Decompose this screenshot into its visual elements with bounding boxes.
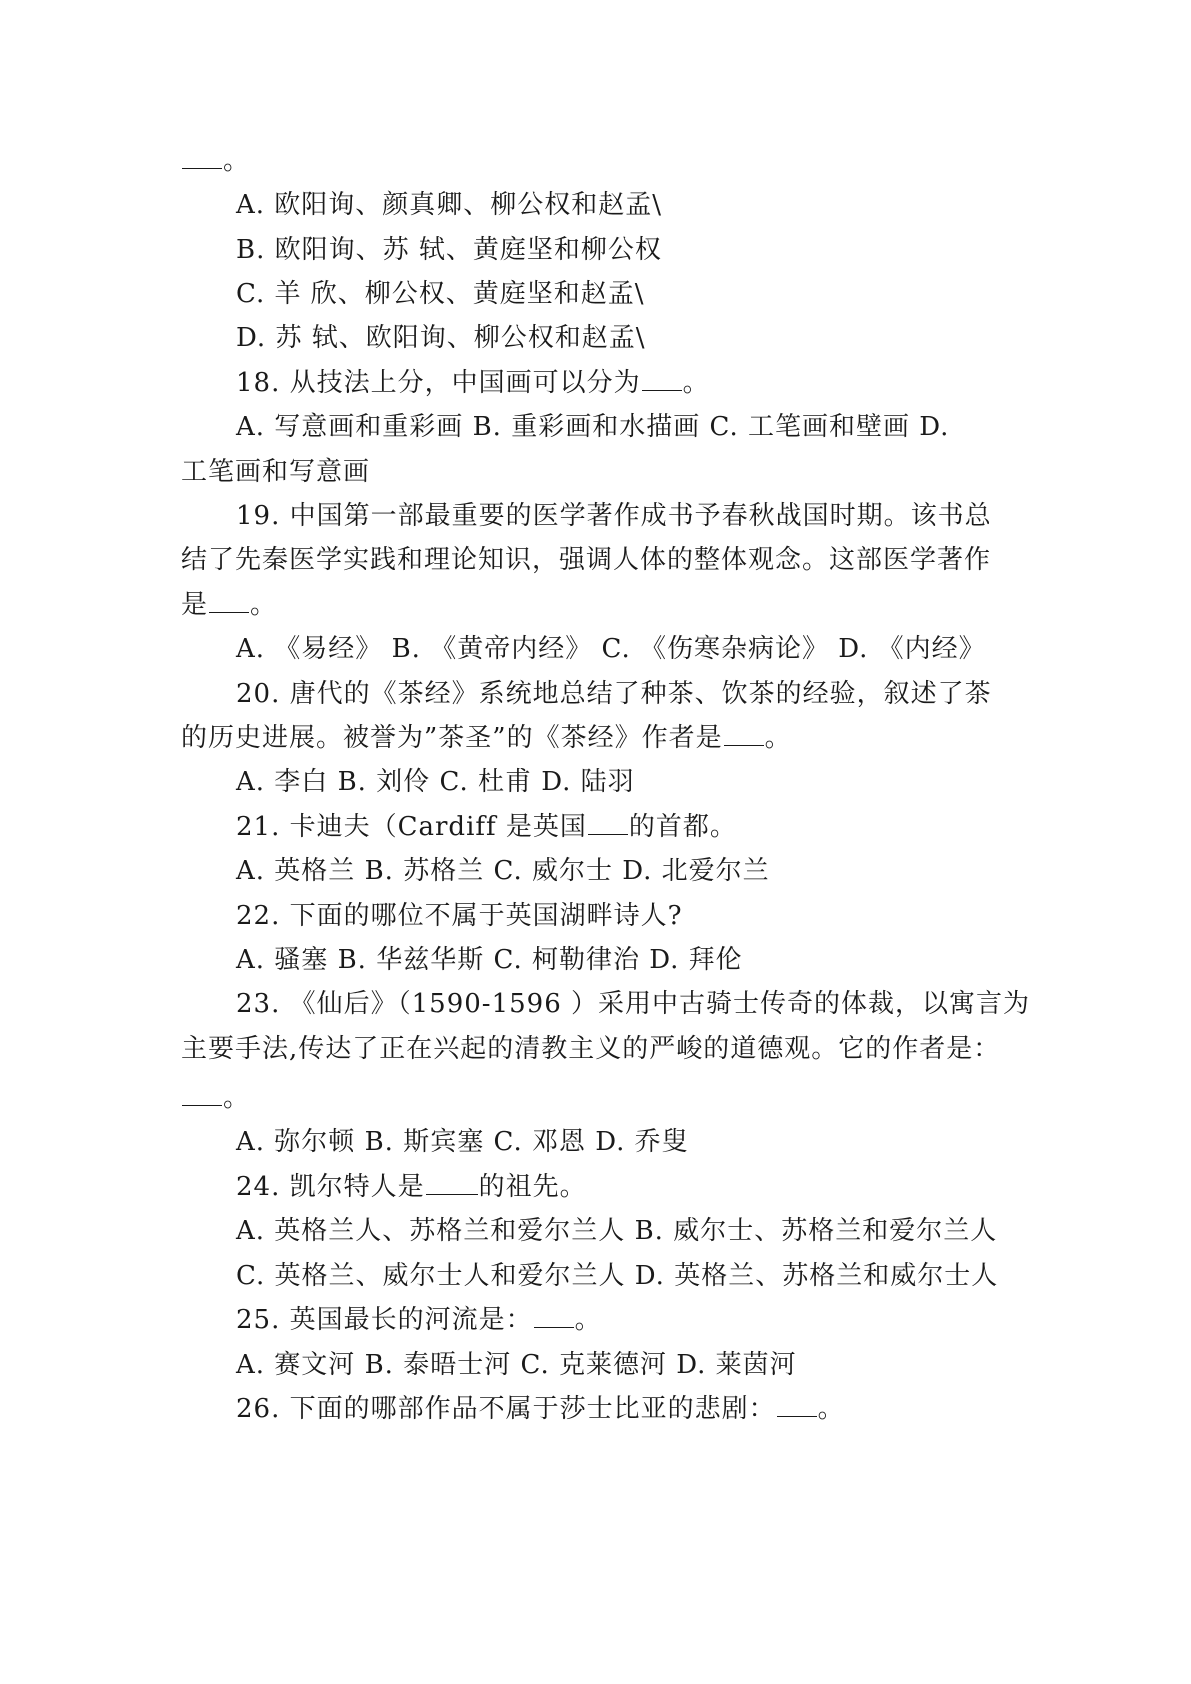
question-23-options: A. 弥尔顿 B. 斯宾塞 C. 邓恩 D. 乔叟 — [236, 1127, 689, 1157]
answer-blank — [724, 723, 764, 746]
question-20-options: A. 李白 B. 刘伶 C. 杜甫 D. 陆羽 — [236, 767, 635, 797]
question-23-stem-line-1: 23. 《仙后》（1590-1596 ）采用中古骑士传奇的体裁，以寓言为 — [236, 989, 1030, 1019]
question-19-options: A. 《易经》 B. 《黄帝内经》 C. 《伤寒杂病论》 D. 《内经》 — [236, 634, 986, 664]
line-text: 是 — [181, 590, 209, 620]
answer-blank — [209, 590, 249, 613]
answer-blank — [426, 1172, 478, 1195]
answer-blank — [588, 812, 628, 835]
line-text: 。 — [817, 1394, 845, 1424]
question-26-stem — [236, 1392, 845, 1426]
question-21-stem — [236, 810, 737, 844]
question-17-option-b: B. 欧阳询、苏 轼、黄庭坚和柳公权 — [236, 235, 662, 265]
line-text: 的首都。 — [628, 812, 737, 842]
question-17-tail — [181, 144, 250, 178]
question-17-option-c: C. 羊 欣、柳公权、黄庭坚和赵孟\ — [236, 279, 645, 309]
line-text: 的祖先。 — [478, 1172, 587, 1202]
question-23-stem-line-3 — [181, 1081, 250, 1115]
line-text: 。 — [223, 146, 251, 176]
line-text: 。 — [223, 1083, 251, 1113]
line-text: 。 — [764, 723, 792, 753]
question-20-stem-line-2 — [181, 721, 792, 755]
line-text: 26. 下面的哪部作品不属于莎士比亚的悲剧： — [236, 1394, 776, 1424]
question-24-stem — [236, 1170, 587, 1204]
line-text: 18. 从技法上分，中国画可以分为 — [236, 368, 641, 398]
question-18-stem — [236, 366, 710, 400]
question-25-stem — [236, 1303, 602, 1337]
line-text: 24. 凯尔特人是 — [236, 1172, 425, 1202]
question-24-options-line-1: A. 英格兰人、苏格兰和爱尔兰人 B. 威尔士、苏格兰和爱尔兰人 — [236, 1216, 998, 1246]
line-text: 的历史进展。被誉为”茶圣”的《茶经》作者是 — [181, 723, 723, 753]
question-22-stem: 22. 下面的哪位不属于英国湖畔诗人? — [236, 901, 683, 931]
question-18-options: A. 写意画和重彩画 B. 重彩画和水描画 C. 工笔画和壁画 D. — [236, 412, 950, 442]
answer-blank — [182, 1083, 222, 1106]
question-19-stem-line-1: 19. 中国第一部最重要的医学著作成书予春秋战国时期。该书总 — [236, 501, 992, 531]
question-19-stem-line-3 — [181, 588, 277, 622]
line-text: 。 — [682, 368, 710, 398]
line-text: 25. 英国最长的河流是： — [236, 1305, 533, 1335]
answer-blank — [182, 146, 222, 169]
question-25-options: A. 赛文河 B. 泰晤士河 C. 克莱德河 D. 莱茵河 — [236, 1350, 797, 1380]
answer-blank — [534, 1305, 574, 1328]
question-20-stem-line-1: 20. 唐代的《茶经》系统地总结了种茶、饮茶的经验，叙述了茶 — [236, 679, 992, 709]
question-17-option-d: D. 苏 轼、欧阳询、柳公权和赵孟\ — [236, 323, 646, 353]
line-text: 。 — [250, 590, 278, 620]
question-17-option-a: A. 欧阳询、颜真卿、柳公权和赵孟\ — [236, 190, 663, 220]
question-18-options-continued: 工笔画和写意画 — [181, 457, 371, 487]
question-22-options: A. 骚塞 B. 华兹华斯 C. 柯勒律治 D. 拜伦 — [236, 945, 743, 975]
answer-blank — [642, 368, 682, 391]
question-23-stem-line-2: 主要手法,传达了正在兴起的清教主义的严峻的道德观。它的作者是： — [181, 1034, 1001, 1064]
question-24-options-line-2: C. 英格兰、威尔士人和爱尔兰人 D. 英格兰、苏格兰和威尔士人 — [236, 1261, 999, 1291]
line-text: 。 — [574, 1305, 602, 1335]
line-text: 21. 卡迪夫（Cardiff 是英国 — [236, 812, 587, 842]
question-19-stem-line-2: 结了先秦医学实践和理论知识，强调人体的整体观念。这部医学著作 — [181, 545, 992, 575]
question-21-options: A. 英格兰 B. 苏格兰 C. 威尔士 D. 北爱尔兰 — [236, 856, 770, 886]
answer-blank — [777, 1394, 817, 1417]
